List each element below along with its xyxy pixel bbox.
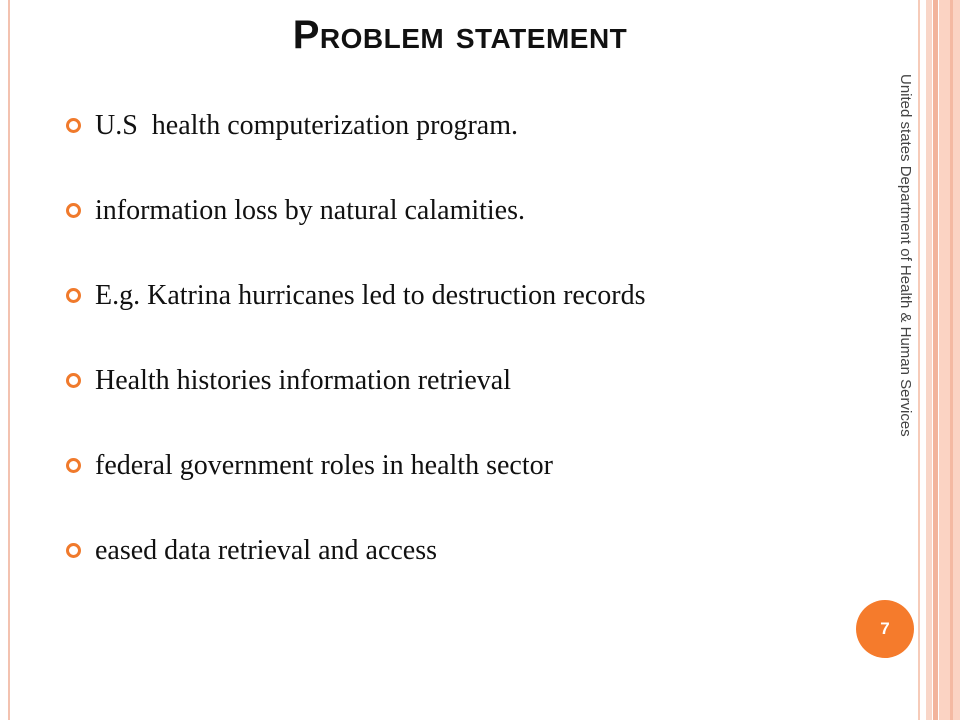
- bullet-text: E.g. Katrina hurricanes led to destruction records: [95, 280, 646, 311]
- bullet-text: Health histories information retrieval: [95, 365, 511, 396]
- right-decorative-stripe: [918, 0, 920, 720]
- right-decorative-stripe: [926, 0, 932, 720]
- circle-bullet-icon: [66, 203, 81, 218]
- right-decorative-stripe: [950, 0, 953, 720]
- bullet-text: eased data retrieval and access: [95, 535, 438, 566]
- bullet-text: information loss by natural calamities.: [95, 195, 526, 226]
- slide-title: Problem statement: [292, 13, 628, 57]
- right-decorative-stripe: [933, 0, 938, 720]
- circle-bullet-icon: [66, 543, 81, 558]
- bullet-item: [66, 276, 645, 361]
- bullet-list: [66, 106, 645, 616]
- vertical-footer-caption: United states Department of Health & Human Services: [897, 74, 914, 437]
- circle-bullet-icon: [66, 458, 81, 473]
- circle-bullet-icon: [66, 288, 81, 303]
- bullet-item: [66, 361, 645, 446]
- bullet-item: [66, 191, 645, 276]
- bullet-item: [66, 446, 645, 531]
- circle-bullet-icon: [66, 118, 81, 133]
- bullet-item: [66, 531, 645, 616]
- left-decorative-stripe: [8, 0, 10, 720]
- circle-bullet-icon: [66, 373, 81, 388]
- bullet-text: federal government roles in health sector: [95, 450, 553, 481]
- bullet-item: [66, 106, 645, 191]
- page-number-badge: 7: [856, 600, 914, 658]
- bullet-text: U.S health computerization program.: [95, 110, 518, 141]
